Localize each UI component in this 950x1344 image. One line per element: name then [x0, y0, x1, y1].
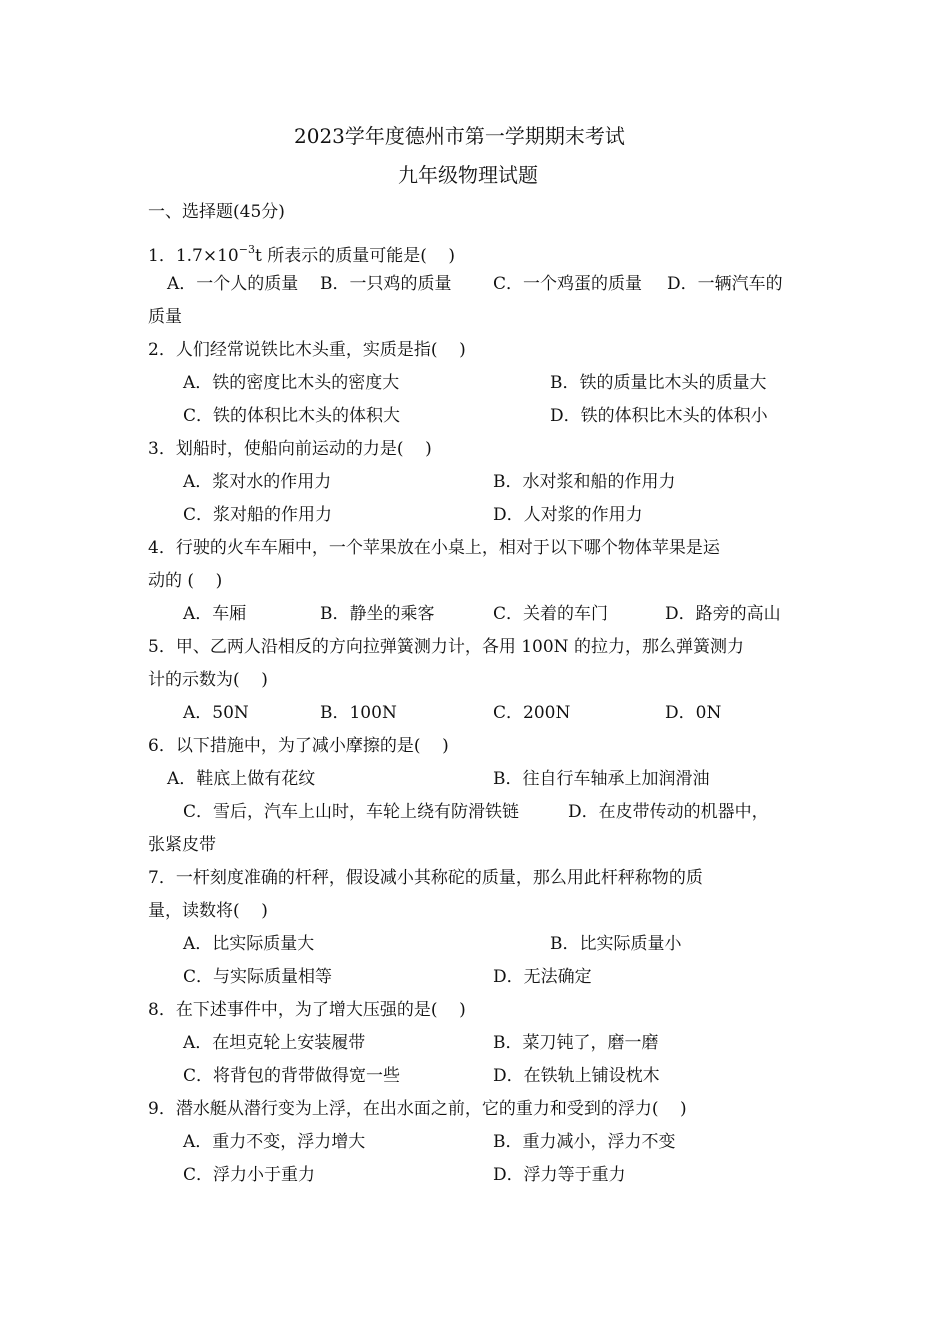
q4-option-c: C．关着的车门 — [493, 604, 609, 624]
question-3-stem: 3．划船时，使船向前运动的力是( ) — [148, 439, 432, 459]
question-5-stem: 5．甲、乙两人沿相反的方向拉弹簧测力计，各用 100N 的拉力，那么弹簧测力 — [148, 637, 744, 657]
q2-option-b: B．铁的质量比木头的质量大 — [550, 373, 767, 393]
q3-option-b: B．水对浆和船的作用力 — [493, 472, 676, 492]
stem-part: 1．1.7×10 — [148, 246, 239, 266]
q4-option-a: A．车厢 — [183, 604, 247, 624]
q8-option-d: D．在铁轨上铺设枕木 — [493, 1066, 660, 1086]
question-7-stem-cont: 量，读数将( ) — [148, 901, 268, 921]
q9-option-d: D．浮力等于重力 — [493, 1165, 626, 1185]
q9-option-b: B．重力减小，浮力不变 — [493, 1132, 676, 1152]
section-heading: 一、选择题(45分) — [148, 202, 285, 222]
q6-option-a: A．鞋底上做有花纹 — [167, 769, 316, 789]
question-9-stem: 9．潜水艇从潜行变为上浮，在出水面之前，它的重力和受到的浮力( ) — [148, 1099, 687, 1119]
stem-part: t 所表示的质量可能是( ) — [254, 246, 456, 266]
q7-option-c: C．与实际质量相等 — [183, 967, 333, 987]
q6-option-b: B．往自行车轴承上加润滑油 — [493, 769, 710, 789]
q5-option-a: A．50N — [183, 703, 249, 723]
q5-option-b: B．100N — [320, 703, 397, 723]
q3-option-d: D．人对浆的作用力 — [493, 505, 643, 525]
question-2-stem: 2．人们经常说铁比木头重，实质是指( ) — [148, 340, 466, 360]
q4-option-d: D．路旁的高山 — [665, 604, 781, 624]
q5-option-d: D．0N — [665, 703, 722, 723]
q8-option-b: B．菜刀钝了，磨一磨 — [493, 1033, 659, 1053]
q1-option-d-cont: 质量 — [148, 307, 182, 327]
question-4-stem: 4．行驶的火车车厢中，一个苹果放在小桌上，相对于以下哪个物体苹果是运 — [148, 538, 720, 558]
q7-option-a: A．比实际质量大 — [183, 934, 315, 954]
question-8-stem: 8．在下述事件中，为了增大压强的是( ) — [148, 1000, 466, 1020]
exam-subtitle: 九年级物理试题 — [398, 163, 538, 187]
q7-option-d: D．无法确定 — [493, 967, 592, 987]
question-7-stem: 7．一杆刻度准确的杆秤，假设减小其称砣的质量，那么用此杆秤称物的质 — [148, 868, 703, 888]
question-5-stem-cont: 计的示数为( ) — [148, 670, 268, 690]
q1-option-d: D．一辆汽车的 — [667, 274, 783, 294]
question-4-stem-cont: 动的 ( ) — [148, 571, 223, 591]
q1-option-c: C．一个鸡蛋的质量 — [493, 274, 643, 294]
exam-title: 2023学年度德州市第一学期期末考试 — [294, 124, 625, 148]
q3-option-c: C．浆对船的作用力 — [183, 505, 333, 525]
q2-option-c: C．铁的体积比木头的体积大 — [183, 406, 401, 426]
q6-option-c: C．雪后，汽车上山时，车轮上绕有防滑铁链 — [183, 802, 520, 822]
q4-option-b: B．静坐的乘客 — [320, 604, 435, 624]
question-6-stem: 6．以下措施中，为了减小摩擦的是( ) — [148, 736, 449, 756]
q7-option-b: B．比实际质量小 — [550, 934, 682, 954]
q2-option-d: D．铁的体积比木头的体积小 — [550, 406, 768, 426]
q5-option-c: C．200N — [493, 703, 571, 723]
q9-option-a: A．重力不变，浮力增大 — [183, 1132, 366, 1152]
q6-option-d-cont: 张紧皮带 — [148, 835, 216, 855]
q3-option-a: A．浆对水的作用力 — [183, 472, 332, 492]
exponent: −3 — [238, 243, 255, 256]
q9-option-c: C．浮力小于重力 — [183, 1165, 316, 1185]
q1-option-a: A．一个人的质量 — [167, 274, 299, 294]
q8-option-a: A．在坦克轮上安装履带 — [183, 1033, 366, 1053]
q2-option-a: A．铁的密度比木头的密度大 — [183, 373, 400, 393]
q1-option-b: B．一只鸡的质量 — [320, 274, 452, 294]
question-1-stem — [148, 239, 455, 267]
q8-option-c: C．将背包的背带做得宽一些 — [183, 1066, 401, 1086]
q6-option-d: D．在皮带传动的机器中， — [568, 802, 769, 822]
